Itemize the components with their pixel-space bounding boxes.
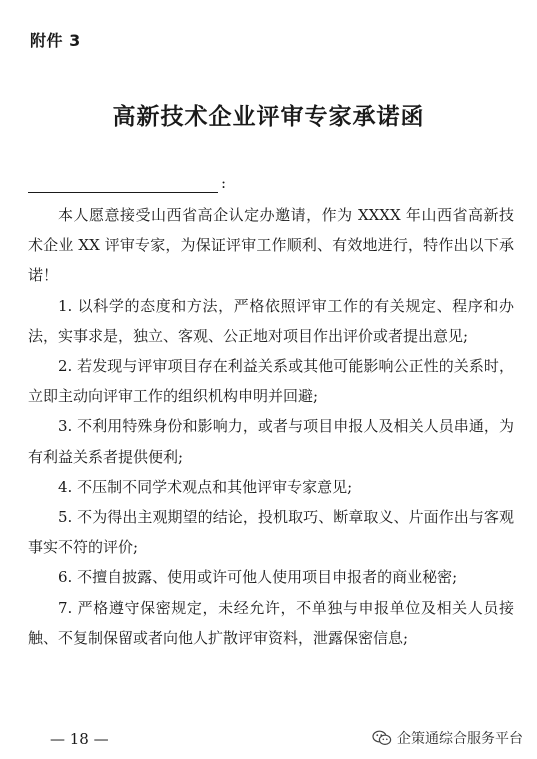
document-body xyxy=(28,200,514,653)
watermark-text: 企策通综合服务平台 xyxy=(397,731,523,747)
salutation-blank-underline xyxy=(28,192,218,193)
salutation-colon: : xyxy=(221,174,227,192)
commitment-item-5: 5. 不为得出主观期望的结论，投机取巧、断章取义、片面作出与客观事实不符的评价; xyxy=(28,508,514,557)
commitment-item-2: 2. 若发现与评审项目存在利益关系或其他可能影响公正性的关系时，立即主动向评审工作的组织机构申明并回避; xyxy=(28,357,514,406)
commitment-item-6: 6. 不擅自披露、使用或许可他人使用项目申报者的商业秘密; xyxy=(58,568,458,587)
salutation-line xyxy=(28,172,248,194)
commitment-item-7: 7. 严格遵守保密规定，未经允许，不单独与申报单位及相关人员接触、不复制保留或者向他人扩散评审资料，泄露保密信息; xyxy=(28,598,514,647)
commitment-item-3: 3. 不利用特殊身份和影响力，或者与项目申报人及相关人员串通，为有利益关系者提供便利; xyxy=(28,417,514,466)
attachment-label: 附件 3 xyxy=(30,31,81,50)
page-number: — 18 — xyxy=(50,730,109,748)
commitment-item-4: 4. 不压制不同学术观点和其他评审专家意见; xyxy=(58,477,353,496)
intro-paragraph: 本人愿意接受山西省高企认定办邀请，作为 XXXX 年山西省高新技术企业 XX 评审专家，为保证评审工作顺利、有效地进行，特作出以下承诺！ xyxy=(28,206,514,285)
wechat-watermark xyxy=(372,728,523,748)
commitment-item-1: 1. 以科学的态度和方法，严格依照评审工作的有关规定、程序和办法，实事求是，独立、客观、公正地对项目作出评价或者提出意见; xyxy=(28,296,514,345)
wechat-icon xyxy=(372,730,392,746)
document-title: 高新技术企业评审专家承诺函 xyxy=(112,104,425,130)
